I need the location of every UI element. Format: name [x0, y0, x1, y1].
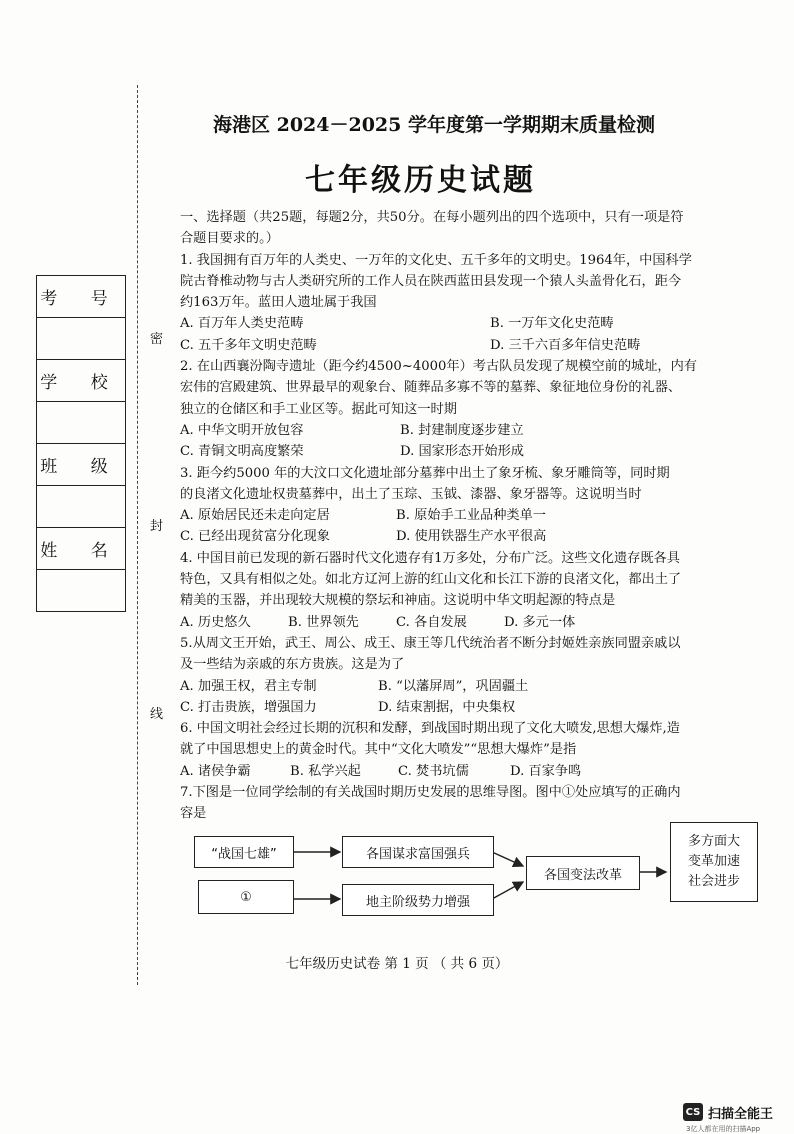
seal-char-mi: 密 — [150, 328, 163, 347]
option[interactable]: C. 青铜文明高度繁荣 — [180, 444, 304, 460]
question-1-options-row — [180, 313, 725, 334]
question-2-line: 独立的仓储区和手工业区等。据此可知这一时期 — [180, 401, 457, 417]
option[interactable]: D. 使用铁器生产水平很高 — [396, 529, 547, 545]
question-1-line: 约163万年。蓝田人遗址属于我国 — [180, 295, 377, 311]
option[interactable]: B. 原始手工业品种类单一 — [396, 508, 546, 524]
question-7-line: 7.下图是一位同学绘制的有关战国时期历史发展的思维导图。图中①处应填写的正确内 — [180, 785, 681, 801]
option[interactable]: D. 多元一体 — [504, 614, 576, 630]
option[interactable]: C. 已经出现贫富分化现象 — [180, 529, 330, 545]
question-4-line: 4. 中国目前已发现的新石器时代文化遗存有1万多处，分布广泛。这些文化遗存既各具 — [180, 550, 680, 566]
question-4-options-row — [180, 612, 725, 633]
box-seek-wealth: 各国谋求富国强兵 — [342, 836, 494, 868]
box-reform: 各国变法改革 — [526, 856, 640, 890]
field-input-school[interactable] — [37, 402, 126, 444]
arrow-3 — [492, 852, 523, 866]
option[interactable]: B. 封建制度逐步建立 — [400, 422, 524, 438]
option[interactable]: C. 打击贵族，增强国力 — [180, 699, 317, 715]
option[interactable]: A. 加强王权，君主专制 — [180, 678, 317, 694]
option[interactable]: A. 诸侯争霸 — [180, 763, 251, 779]
option[interactable]: D. 百家争鸣 — [510, 763, 582, 779]
option[interactable]: C. 五千多年文明史范畴 — [180, 337, 317, 353]
question-5-options-row — [180, 676, 725, 697]
exam-header: 海港区 2024－2025 学年度第一学期期末质量检测 — [213, 114, 655, 136]
box-progress-line: 多方面大 — [687, 834, 740, 849]
camscanner-name: 扫描全能王 — [708, 1107, 774, 1122]
field-input-name[interactable] — [37, 570, 126, 612]
field-label-school: 学 校 — [37, 360, 126, 402]
question-2-line: 2. 在山西襄汾陶寺遗址（距今约4500~4000年）考古队员发现了规模空前的城址，内有 — [180, 359, 697, 375]
option[interactable]: C. 焚书坑儒 — [398, 763, 469, 779]
arrow-4 — [492, 882, 523, 899]
question-2-options-row — [180, 441, 725, 462]
camscanner-tagline: 3亿人都在用的扫描App — [686, 1125, 761, 1133]
box-landlord-power: 地主阶级势力增强 — [342, 884, 494, 916]
section-instructions-cont: 合题目要求的。） — [180, 231, 279, 247]
box-warring-states: “战国七雄” — [194, 836, 294, 868]
camscanner-logo-icon: CS — [683, 1103, 703, 1121]
option[interactable]: A. 中华文明开放包容 — [180, 422, 304, 438]
question-1-line: 1. 我国拥有百万年的人类史、一万年的文化史、五千多年的文明史。1964年，中国科学 — [180, 252, 692, 268]
option[interactable]: A. 历史悠久 — [180, 614, 251, 630]
question-2-options-row — [180, 420, 725, 441]
box-progress-line: 社会进步 — [687, 874, 740, 889]
field-label-class: 班 级 — [37, 444, 126, 486]
binding-dashed-line — [137, 85, 138, 985]
field-input-class[interactable] — [37, 486, 126, 528]
box-progress — [670, 822, 758, 902]
question-6-options-row — [180, 761, 725, 782]
option[interactable]: B. “以藩屏周”，巩固疆土 — [378, 678, 529, 694]
question-4-line: 精美的玉器，并出现较大规模的祭坛和神庙。这说明中华文明起源的特点是 — [180, 593, 616, 609]
field-input-exam-number[interactable] — [37, 318, 126, 360]
question-1-line: 院古脊椎动物与古人类研究所的工作人员在陕西蓝田县发现一个猿人头盖骨化石，距今 — [180, 273, 682, 289]
option[interactable]: B. 私学兴起 — [290, 763, 361, 779]
option[interactable]: C. 各自发展 — [396, 614, 467, 630]
question-4-line: 特色，又具有相似之处。如北方辽河上游的红山文化和长江下游的良渚文化，都出土了 — [180, 572, 682, 588]
question-2-line: 宏伟的宫殿建筑、世界最早的观象台、随葬品多寡不等的墓葬、象征地位身份的礼器、 — [180, 380, 682, 396]
question-7-line: 容是 — [180, 806, 207, 822]
question-content — [180, 207, 725, 825]
mind-map-diagram — [180, 820, 760, 930]
field-label-exam-number: 考 号 — [37, 276, 126, 318]
option[interactable]: B. 世界领先 — [288, 614, 359, 630]
option[interactable]: D. 三千六百多年信史范畴 — [490, 337, 641, 353]
box-blank-1: ① — [198, 880, 294, 914]
option[interactable]: B. 一万年文化史范畴 — [490, 316, 614, 332]
section-instructions: 一、选择题（共25题，每题2分，共50分。在每小题列出的四个选项中，只有一项是符 — [180, 210, 684, 225]
option[interactable]: D. 结束割据，中央集权 — [378, 699, 516, 715]
question-5-line: 及一些结为亲戚的东方贵族。这是为了 — [180, 657, 405, 673]
question-6-line: 6. 中国文明社会经过长期的沉积和发酵，到战国时期出现了文化大喷发,思想大爆炸,造 — [180, 721, 680, 737]
question-3-options-row — [180, 526, 725, 547]
student-info-table — [36, 275, 126, 612]
seal-char-feng: 封 — [150, 515, 163, 534]
question-3-line: 的良渚文化遗址权贵墓葬中，出土了玉琮、玉钺、漆器、象牙器等。这说明当时 — [180, 486, 642, 502]
question-3-line: 3. 距今约5000 年的大汶口文化遗址部分墓葬中出土了象牙梳、象牙雕筒等，同时期 — [180, 465, 670, 481]
question-3-options-row — [180, 505, 725, 526]
option[interactable]: A. 百万年人类史范畴 — [180, 316, 304, 332]
field-label-name: 姓 名 — [37, 528, 126, 570]
page-footer: 七年级历史试卷 第 1 页 （ 共 6 页） — [285, 956, 509, 972]
question-1-options-row — [180, 335, 725, 356]
seal-char-xian: 线 — [150, 703, 163, 722]
page-title: 七年级历史试题 — [305, 163, 536, 198]
question-6-line: 就了中国思想史上的黄金时代。其中“文化大喷发”“思想大爆炸”是指 — [180, 742, 577, 758]
question-5-options-row — [180, 697, 725, 718]
option[interactable]: A. 原始居民还未走向定居 — [180, 508, 330, 524]
box-progress-line: 变革加速 — [687, 854, 740, 869]
option[interactable]: D. 国家形态开始形成 — [400, 444, 524, 460]
question-5-line: 5.从周文王开始，武王、周公、成王、康王等几代统治者不断分封姬姓亲族同盟亲戚以 — [180, 635, 681, 651]
